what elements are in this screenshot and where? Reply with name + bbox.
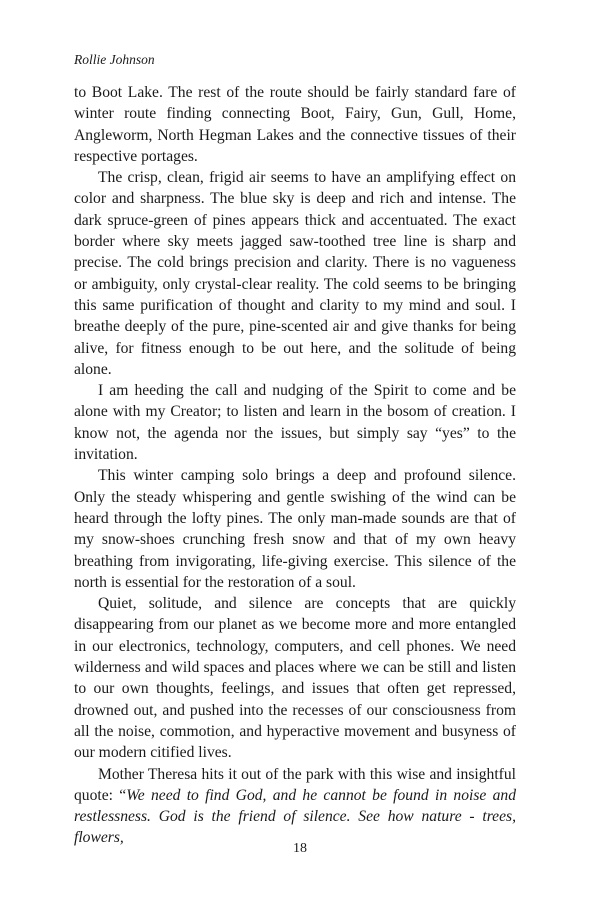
paragraph: The crisp, clean, frigid air seems to have an amplifying effect on color and sharpness. The blue sky is deep and rich and intense. The dark spruce-green of pines appears thick and accentuated. The exact border where sky meets jagged saw-toothed tree line is sharp and precise. The cold brings precision and clarity. There is no vagueness or ambiguity, only crystal-clear reality. The cold seems to be bringing this same purification of thought and clarity to my mind and soul. I breathe deeply of the pure, pine-scented air and give thanks for being alive, for fitness enough to be out here, and the solitude of being alone. [74,169,516,378]
paragraph: Quiet, solitude, and silence are concepts that are quickly disappearing from our planet as we become more and more entangled in our electronics, technology, computers, and cell phones. We need wilderness and wild spaces and places where we can be still and listen to our own thoughts, feelings, and issues that often get repressed, drowned out, and pushed into the recesses of our consciousness from all the noise, commotion, and hyperactive movement and busyness of our modern citified lives. [74,595,516,762]
paragraph: I am heeding the call and nudging of the Spirit to come and be alone with my Creator; to listen and learn in the bosom of creation. I know not, the agenda nor the issues, but simply say “yes” to the invitation. [74,382,516,464]
paragraph-lead: Mother Theresa hits it out of the park with this wise and insightful quote: “ [74,765,516,804]
running-head-author: Rollie Johnson [74,52,155,67]
italic-quote: We need to find God, and he cannot be found in noise and restlessness. God is the friend of silence. See how nature - trees, flowers, [74,786,517,847]
body-text [74,82,516,849]
paragraph-with-quote [74,764,516,849]
paragraph: This winter camping solo brings a deep and profound silence. Only the steady whispering and gentle swishing of the wind can be heard through the lofty pines. The only man-made sounds are that of my snow-shoes crunching fresh snow and that of my own heavy breathing from invigorating, life-giving exercise. This silence of the north is essential for the restoration of a soul. [74,467,516,591]
page-number: 18 [293,841,307,856]
paragraph-continued: to Boot Lake. The rest of the route should be fairly standard fare of winter route finding connecting Boot, Fairy, Gun, Gull, Home, Angleworm, North Hegman Lakes and the connective tissues of their respective portages. [74,84,516,165]
